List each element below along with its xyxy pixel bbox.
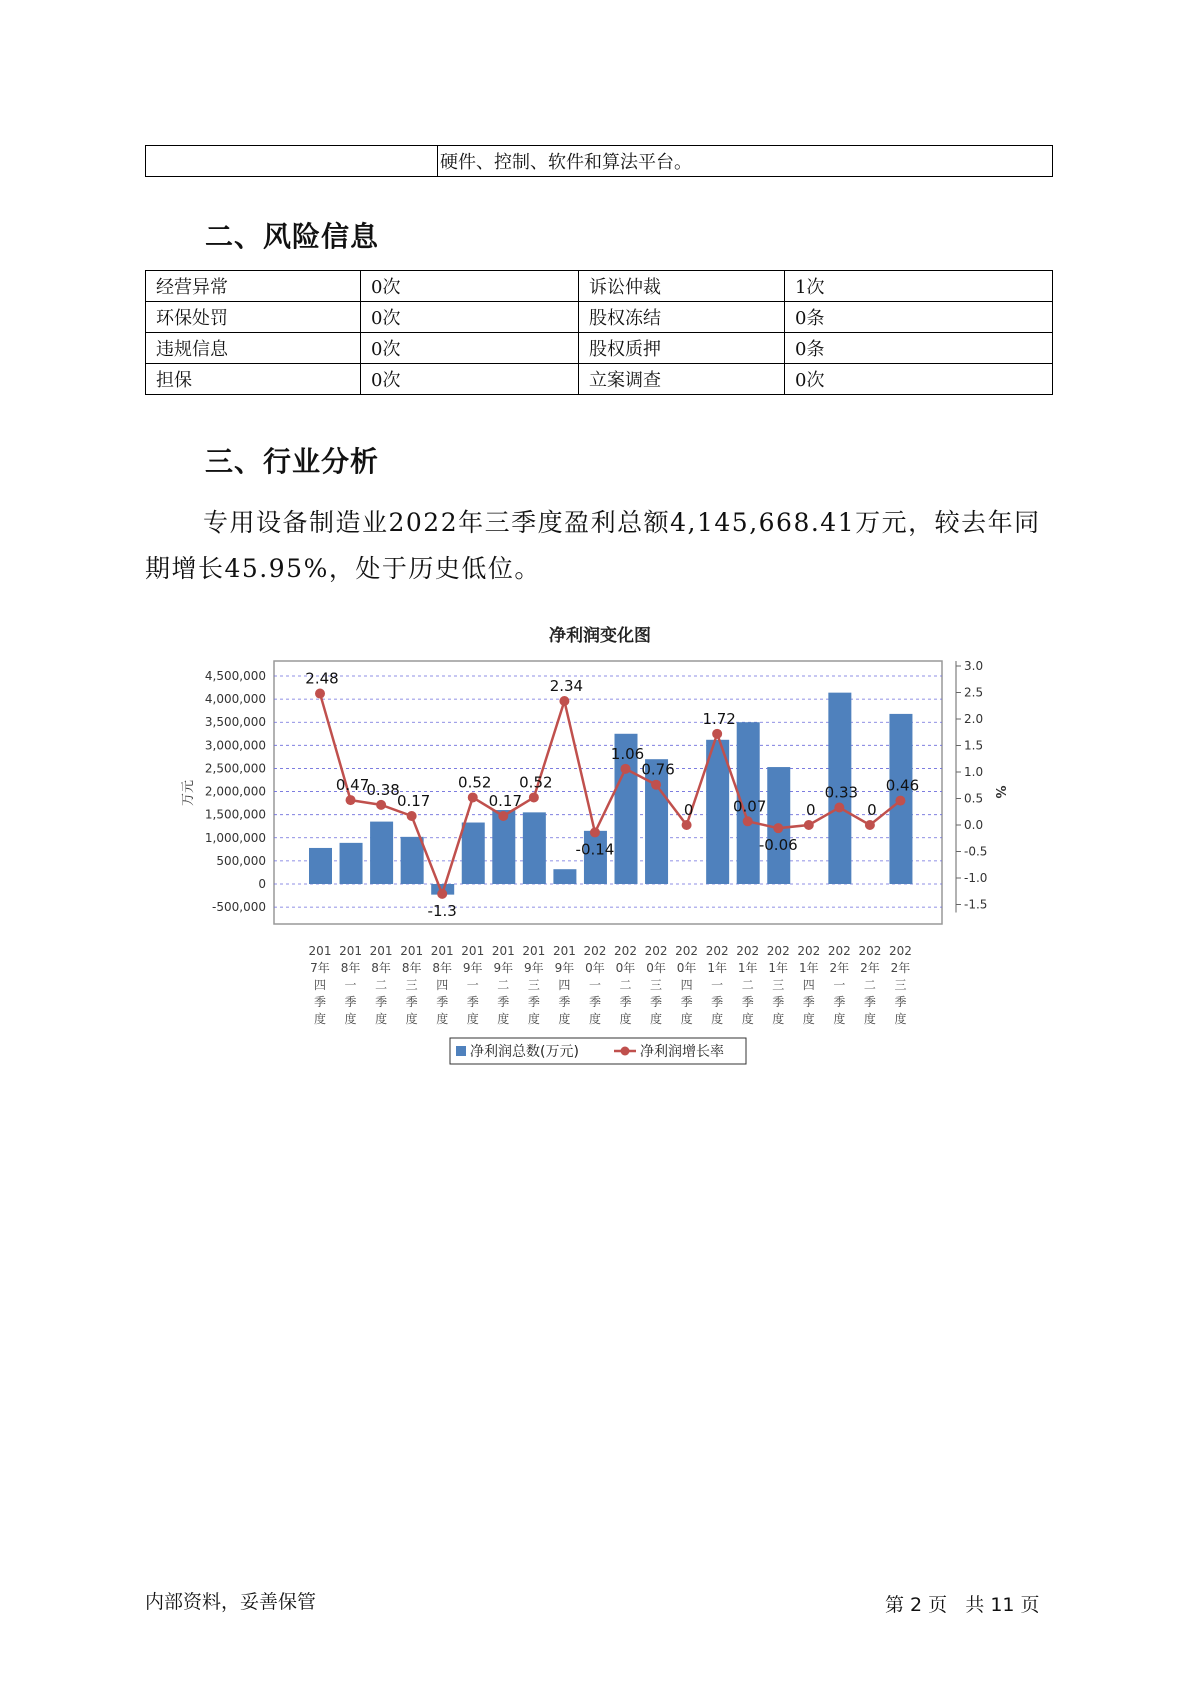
data-label: 0.47 [335,776,370,795]
x-tick-label: 度 [863,1012,876,1026]
x-tick-label: 季 [772,995,785,1009]
x-tick-label: 1年 [768,961,789,975]
x-tick-label: 二 [375,978,388,992]
x-tick-label: 度 [711,1012,724,1026]
x-tick-label: 二 [619,978,632,992]
x-tick-label: 8年 [340,961,361,975]
x-tick-label: 三 [772,978,785,992]
x-tick-label: 2年 [890,961,911,975]
x-tick-label: 1年 [707,961,727,975]
x-tick-label: 201 [339,944,363,958]
data-label: 1.72 [702,709,736,728]
risk-value: 0次 [785,364,1053,395]
y2-tick-label: 1.0 [964,765,984,779]
x-tick-label: 202 [888,944,912,958]
x-tick-label: 三 [405,978,418,992]
x-tick-label: 度 [650,1012,663,1026]
x-tick-label: 9年 [462,961,483,975]
x-tick-label: 度 [497,1012,510,1026]
x-tick-label: 2年 [829,961,850,975]
x-tick-label: 202 [614,944,637,958]
x-tick-label: 季 [375,995,388,1009]
x-tick-label: 度 [466,1012,479,1026]
risk-value: 0条 [785,302,1053,333]
x-tick-label: 季 [558,995,571,1009]
growth-point [498,811,508,821]
x-tick-label: 一 [466,978,479,992]
y-tick-label: 4,000,000 [204,692,266,707]
growth-point [682,820,692,830]
bar [401,837,424,884]
x-tick-label: 二 [497,978,510,992]
x-tick-label: 度 [436,1012,449,1026]
x-tick-label: 季 [802,995,815,1009]
x-tick-label: 202 [705,944,729,958]
growth-point [590,827,600,837]
growth-point [804,820,814,830]
data-label: 2.34 [549,676,584,695]
x-tick-label: 季 [344,995,357,1009]
x-tick-label: 0年 [646,961,666,975]
bar [370,822,393,884]
growth-point [865,820,875,830]
x-tick-label: 9年 [554,961,575,975]
growth-point [559,696,569,706]
risk-label: 股权质押 [579,333,785,364]
data-label: -0.06 [758,836,798,855]
y2-tick-label: 1.5 [964,738,984,753]
bar [492,810,515,884]
x-tick-label: 度 [375,1012,388,1026]
bar [462,823,485,884]
x-tick-label: 2年 [860,961,880,975]
data-label: 0.46 [885,776,920,795]
y-tick-label: 2,000,000 [204,784,266,799]
risk-value: 0次 [361,302,579,333]
growth-point [712,729,722,739]
x-tick-label: 二 [863,978,876,992]
x-tick-label: 季 [863,995,876,1009]
x-tick-label: 度 [313,1012,327,1026]
y2-tick-label: 3.0 [964,659,984,673]
x-tick-label: 8年 [401,961,422,975]
risk-label: 诉讼仲裁 [579,271,785,302]
x-tick-label: 9年 [524,961,544,975]
growth-point [437,889,447,899]
x-tick-label: 度 [527,1012,540,1026]
y-tick-label: 3,000,000 [204,738,266,753]
legend-bar-swatch [456,1046,466,1056]
x-tick-label: 季 [650,995,663,1009]
risk-heading: 二、风险信息 [205,220,380,253]
x-tick-label: 202 [827,944,851,958]
x-tick-label: 度 [680,1012,693,1026]
x-tick-label: 三 [527,978,540,992]
y2-tick-label: 2.0 [964,712,984,726]
growth-point [743,816,753,826]
x-tick-label: 202 [736,944,760,958]
risk-label: 股权冻结 [579,302,785,333]
x-tick-label: 201 [461,944,485,958]
x-tick-label: 201 [400,944,424,958]
x-tick-label: 季 [588,995,601,1009]
growth-point [468,792,478,802]
data-label: 0.17 [488,791,523,810]
growth-point [346,795,356,805]
growth-point [529,792,539,802]
data-label: 2.48 [305,669,339,688]
risk-value: 0条 [785,333,1053,364]
data-label: -1.3 [427,901,457,920]
x-tick-label: 201 [308,944,332,958]
x-tick-label: 201 [491,944,515,958]
x-tick-label: 度 [344,1012,357,1026]
y2-tick-label: -1.0 [964,871,988,885]
bar [340,843,363,884]
data-label: 0.76 [641,760,675,779]
x-tick-label: 202 [766,944,790,958]
x-tick-label: 8年 [371,961,391,975]
risk-value: 0次 [361,364,579,395]
x-tick-label: 1年 [737,961,758,975]
growth-point [773,823,783,833]
x-tick-label: 1年 [798,961,819,975]
data-label: 0 [806,801,816,819]
x-tick-label: 季 [436,995,449,1009]
x-tick-label: 一 [833,978,846,992]
x-tick-label: 一 [588,978,601,992]
y-tick-label: 0 [258,877,266,891]
x-tick-label: 0年 [585,961,605,975]
y2-tick-label: 0.5 [964,791,984,806]
x-tick-label: 季 [680,995,693,1009]
risk-value: 1次 [785,271,1053,302]
x-tick-label: 201 [552,944,576,958]
top-table-right-cell: 硬件、控制、软件和算法平台。 [438,146,1053,177]
x-tick-label: 度 [741,1012,754,1026]
data-label: 0.07 [732,797,767,816]
x-tick-label: 一 [711,978,724,992]
growth-point [407,811,417,821]
industry-paragraph: 专用设备制造业2022年三季度盈利总额4,145,668.41万元，较去年同期增长45.95%，处于历史低位。 [145,508,1041,583]
x-tick-label: 二 [741,978,754,992]
x-tick-label: 四 [802,978,815,992]
x-tick-label: 三 [650,978,663,992]
x-tick-label: 一 [344,978,357,992]
x-tick-label: 季 [619,995,632,1009]
data-label: -0.14 [575,840,615,859]
bar [309,848,332,884]
x-tick-label: 9年 [493,961,514,975]
data-label: 0.52 [458,773,492,792]
y2-tick-label: -0.5 [964,844,988,859]
growth-point [895,796,905,806]
x-tick-label: 季 [466,995,479,1009]
y-tick-label: 2,500,000 [204,761,266,776]
risk-label: 环保处罚 [146,302,361,333]
x-tick-label: 季 [894,995,907,1009]
x-tick-label: 度 [772,1012,785,1026]
data-label: 0.17 [396,791,431,810]
x-tick-label: 度 [588,1012,601,1026]
risk-label: 立案调查 [579,364,785,395]
x-tick-label: 季 [741,995,754,1009]
y-tick-label: 4,500,000 [204,669,266,683]
y2-tick-label: -1.5 [964,897,988,912]
data-label: 0 [867,801,877,819]
x-tick-label: 四 [558,978,571,992]
y2-tick-label: 0.0 [964,818,984,832]
y-tick-label: 500,000 [216,853,266,868]
x-tick-label: 度 [405,1012,418,1026]
y-tick-label: -500,000 [212,900,266,915]
x-tick-label: 0年 [676,961,697,975]
x-tick-label: 季 [527,995,540,1009]
y-axis-label: 万元 [181,779,196,807]
growth-point [834,803,844,813]
legend-bar-label: 净利润总数(万元) [470,1044,579,1060]
risk-label: 担保 [146,364,361,395]
growth-point [621,764,631,774]
x-tick-label: 度 [802,1012,815,1026]
x-tick-label: 季 [405,995,418,1009]
industry-heading: 三、行业分析 [205,445,380,478]
x-tick-label: 季 [313,995,327,1009]
x-tick-label: 202 [858,944,882,958]
bar [553,869,576,884]
x-tick-label: 季 [497,995,510,1009]
x-tick-label: 201 [430,944,454,958]
x-tick-label: 0年 [615,961,636,975]
footer-note: 内部资料，妥善保管 [145,1591,317,1613]
x-tick-label: 季 [833,995,846,1009]
data-label: 0 [683,801,694,819]
legend-line-marker [621,1047,630,1056]
x-tick-label: 201 [522,944,546,958]
data-label: 1.06 [610,744,645,763]
x-tick-label: 季 [711,995,724,1009]
data-label: 0.52 [519,773,553,792]
chart-title: 净利润变化图 [549,626,651,646]
growth-point [651,780,661,790]
legend-line-label: 净利润增长率 [640,1044,724,1060]
y-tick-label: 1,000,000 [204,830,266,845]
x-tick-label: 202 [797,944,821,958]
risk-value: 0次 [361,333,579,364]
x-tick-label: 202 [644,944,668,958]
x-tick-label: 度 [894,1012,907,1026]
x-tick-label: 三 [894,978,907,992]
x-tick-label: 四 [313,978,327,992]
y-tick-label: 1,500,000 [204,807,266,822]
x-tick-label: 8年 [432,961,453,975]
growth-point [376,800,386,810]
x-tick-label: 度 [833,1012,846,1026]
page-number: 第 2 页 共 11 页 [885,1594,1040,1616]
y2-tick-label: 2.5 [964,685,984,700]
x-tick-label: 202 [583,944,607,958]
y2-axis-label: % [992,785,1007,799]
x-tick-label: 四 [680,978,693,992]
risk-label: 违规信息 [146,333,361,364]
data-label: 0.38 [366,780,400,799]
risk-label: 经营异常 [146,271,361,302]
x-tick-label: 四 [436,978,449,992]
bar [523,812,546,884]
growth-point [315,689,325,699]
x-tick-label: 202 [675,944,699,958]
y-tick-label: 3,500,000 [204,715,266,730]
x-tick-label: 度 [558,1012,571,1026]
x-tick-label: 度 [619,1012,632,1026]
x-tick-label: 201 [369,944,393,958]
data-label: 0.33 [824,783,859,802]
risk-value: 0次 [361,271,579,302]
x-tick-label: 7年 [310,961,330,975]
